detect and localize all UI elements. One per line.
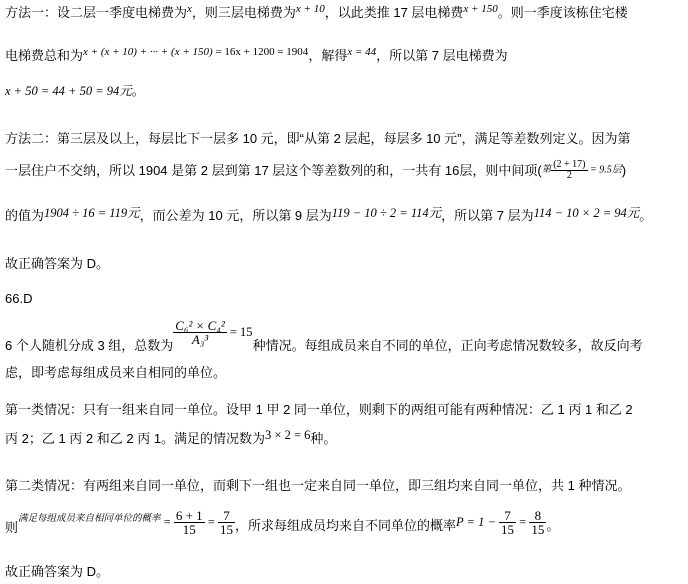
method1-line1 bbox=[5, 3, 628, 20]
math-3x2: 3 × 2 = 6 bbox=[265, 428, 311, 442]
answer-q65: 故正确答案为 D。 bbox=[5, 256, 110, 271]
case1-text: 种。 bbox=[310, 431, 337, 446]
fraction-numerator: 7 bbox=[504, 508, 511, 523]
math-x-equals-44: x = 44 bbox=[347, 46, 377, 58]
method2-line1: 方法二：第三层及以上，每层比下一层多 10 元，即“从第 2 层起，每层多 10 元”，满足等差数列定义。因为第 bbox=[5, 131, 631, 146]
grouping-line1 bbox=[5, 319, 643, 352]
case1-line2 bbox=[5, 428, 337, 446]
math-9-5: = 9.5层 bbox=[587, 164, 622, 176]
case2-text: 则 bbox=[5, 519, 19, 535]
fraction-denominator: 15 bbox=[531, 522, 545, 537]
case2-text: 。 bbox=[546, 517, 560, 533]
math-prob-label: 满足每组成员来自相同单位的概率 bbox=[18, 513, 161, 524]
math-seventh-floor: x + 50 = 44 + 50 = 94元 bbox=[5, 84, 132, 98]
case1-text: 丙 2；乙 1 丙 2 和乙 2 丙 1。满足的情况数为 bbox=[5, 431, 266, 446]
math-9th-floor: 119 − 10 ÷ 2 = 114元 bbox=[331, 206, 442, 220]
math-equals: = bbox=[516, 514, 530, 529]
fraction-denominator: 15 bbox=[220, 522, 233, 537]
method1-line3 bbox=[5, 84, 145, 98]
method2-text: 的值为 bbox=[5, 208, 45, 223]
method1-text: ，以此类推 17 层电梯费 bbox=[324, 5, 464, 20]
math-fraction-7-15-b bbox=[499, 509, 516, 536]
math-equals: = bbox=[204, 514, 218, 529]
fraction-numerator: 8 bbox=[534, 508, 542, 523]
case1-line1: 第一类情况：只有一组来自同一单位。设甲 1 甲 2 同一单位，则剩下的两组可能有两种情况：乙 1 丙 1 和乙 2 bbox=[5, 402, 633, 417]
math-sum-expression: x + (x + 10) + ··· + (x + 150) bbox=[83, 46, 213, 58]
math-middle-fraction bbox=[551, 160, 587, 181]
question-66-label: 66.D bbox=[5, 291, 33, 306]
math-equals-15: = 15 bbox=[226, 324, 253, 339]
answer-q66: 故正确答案为 D。 bbox=[5, 564, 110, 579]
method2-text: ，而公差为 10 元，所以第 9 层为 bbox=[139, 208, 332, 223]
math-7th-floor: 114 − 10 × 2 = 94元 bbox=[533, 206, 640, 220]
fraction-numerator: 7 bbox=[223, 508, 230, 523]
grouping-text: 6 个人随机分成 3 组，总数为 bbox=[5, 337, 174, 353]
fraction-numerator: (2 + 17) bbox=[553, 159, 586, 170]
fraction-denominator: 2 bbox=[551, 170, 587, 181]
method1-line2 bbox=[5, 46, 508, 63]
fraction-denominator: A₃³ bbox=[173, 332, 226, 346]
case2-line2 bbox=[5, 509, 559, 536]
method2-text: 。 bbox=[639, 208, 653, 223]
fraction-denominator: 15 bbox=[501, 522, 515, 537]
math-x-plus-10: x + 10 bbox=[295, 3, 325, 15]
math-x: x bbox=[187, 3, 192, 15]
math-p-expression: P = 1 − bbox=[456, 514, 500, 529]
math-di: 第 bbox=[541, 164, 552, 175]
case2-line1: 第二类情况：有两组来自同一单位，而剩下一组也一定来自同一单位，即三组均来自同一单位，共 1 种情况。 bbox=[5, 478, 631, 493]
math-fraction-7-15 bbox=[218, 509, 235, 536]
fraction-numerator: 6 + 1 bbox=[175, 508, 203, 523]
method2-text: 一层住户不交纳，所以 1904 是第 2 层到第 17 层这个等差数列的和，一共有 16层，则中间项( bbox=[5, 163, 542, 178]
math-grouping-fraction bbox=[173, 319, 226, 346]
math-sum-result: = 16x + 1200 = 1904 bbox=[212, 46, 309, 58]
math-fraction-8-15 bbox=[529, 509, 546, 536]
method1-text: ，则三层电梯费为 bbox=[191, 5, 296, 20]
math-average: 1904 ÷ 16 = 119元 bbox=[44, 206, 140, 220]
method1-text: 。则一季度该栋住宅楼 bbox=[497, 5, 628, 20]
method2-text: ) bbox=[621, 163, 627, 178]
method2-line2 bbox=[5, 160, 626, 181]
method2-text: ，所以第 7 层为 bbox=[441, 208, 534, 223]
math-equals: = bbox=[160, 514, 174, 529]
grouping-line2: 虑，即考虑每组成员来自相同的单位。 bbox=[5, 365, 227, 380]
method1-text: ，解得 bbox=[308, 48, 348, 63]
math-x-plus-150: x + 150 bbox=[463, 3, 498, 15]
method1-text: 方法一：设二层一季度电梯费为 bbox=[5, 5, 188, 20]
method1-text: 电梯费总和为 bbox=[5, 48, 84, 63]
method1-text: ，所以第 7 层电梯费为 bbox=[376, 48, 508, 63]
case2-text: ，所求每组成员均来自不同单位的概率 bbox=[235, 517, 457, 533]
math-fraction-6plus1-15 bbox=[174, 509, 205, 536]
fraction-numerator: C₆² × C₄² bbox=[175, 318, 225, 333]
fraction-denominator: 15 bbox=[174, 522, 205, 536]
grouping-text: 种情况。每组成员来自不同的单位，正向考虑情况数较多，故反向考 bbox=[252, 337, 643, 353]
method1-text: 。 bbox=[131, 83, 145, 98]
method2-line3 bbox=[5, 206, 653, 223]
